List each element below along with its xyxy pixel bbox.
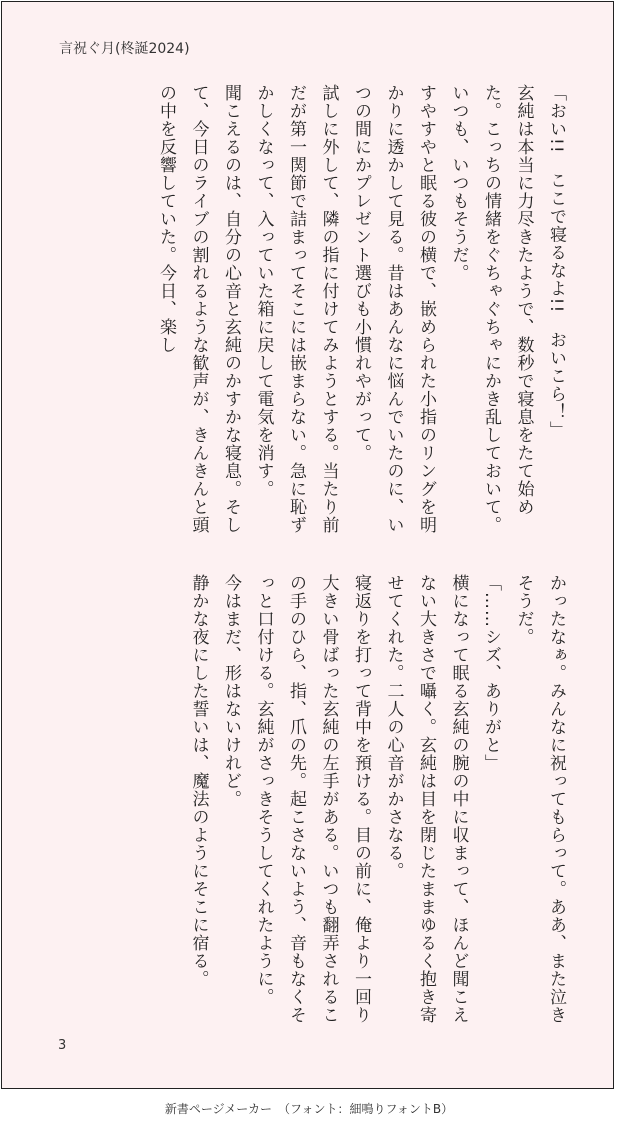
paragraph-text: 聞こえるのは、自分の心音と玄純のかすかな寝息。そして、今日のライブの割れるような歓声が、きんきんと頭の中を反響していた。今日、楽し [156,84,241,534]
paragraph [345,84,443,544]
paragraph [377,574,475,1024]
paragraph-text: 「おい!! ここで寝るなよ!! おいこら！」 [546,84,566,440]
paragraph-text: すやすやと眠る彼の横で、嵌められた小指のリングを明かりに透かして見る。昔はあんなに悩んでいたのに、いつの間にかプレゼント選びも小慣れやがって。 [351,84,436,534]
paragraph [540,84,573,544]
paragraph-text: 寝返りを打って背中を預ける。目の前に、俺より一回り大きい骨ばった玄純の左手がある。いつも翻弄されるこの手のひら、指、爪の先。起こさないよう、音もなくそっと口付ける。玄純がさっきそうしてくれたように。 [253,574,371,1024]
manuscript-page [1,1,614,1089]
paragraph-text: かったなぁ。みんなに祝ってもらって。ああ、また泣きそうだ。 [513,574,566,1024]
paragraph [475,574,508,1024]
paragraph-text: 試しに外して、隣の指に付けてみようとする。当たり前だが第一関節で詰まってそこには嵌まらない。急に恥ずかしくなって、入っていた箱に戻して電気を消す。 [253,84,339,534]
paragraph [442,84,540,544]
paragraph-text: 今はまだ、形はないけれど。 [221,574,241,808]
paragraph-text: 横になって眠る玄純の腕の中に収まって、ほんど聞こえない大きさで囁く。玄純は目を閉じたままゆるく抱き寄せてくれた。二人の心音がかさなる。 [383,574,469,1024]
paragraph [182,574,215,1024]
page-title: 言祝ぐ月(柊誕2024) [59,41,190,57]
paragraph-text: 静かな夜にした誓いは、魔法のようにそこに宿る。 [188,574,209,988]
footer-credit: 新書ページメーカー （フォント：細鳴りフォントB） [164,1102,454,1116]
text-block-bottom [52,574,572,1024]
paragraph-text: 玄純は本当に力尽きたようで、数秒で寝息をたて始めた。こっちの情緒をぐちゃぐちゃにかき乱しておいて。いつも、いつもそうだ。 [448,84,534,534]
page-number: 3 [58,1038,67,1053]
paragraph [507,574,572,1024]
paragraph [150,84,248,544]
paragraph [247,574,377,1024]
paragraph [247,84,345,544]
text-block-top [52,84,572,544]
paragraph [215,574,248,1024]
paragraph-text: 「……シズ、ありがと」 [481,574,501,772]
